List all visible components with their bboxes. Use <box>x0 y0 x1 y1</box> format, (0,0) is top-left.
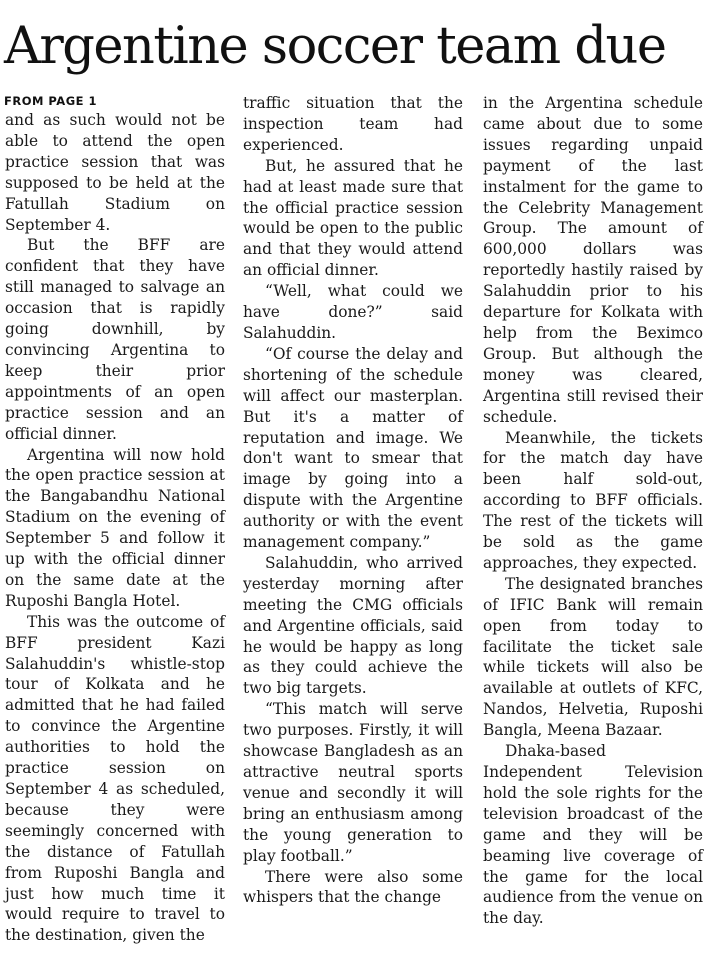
paragraph: This was the outcome of BFF president Kazi Salahuddin's whistle-stop tour of Kolkata and he admitted that he had failed to convince the Argentine authorities to hold the practice session on September 4 as scheduled, because they were seemingly concerned with the distance of Fatullah from Ruposhi Bangla and just how much time it would require to travel to the destination, given the <box>5 612 225 945</box>
headline: Argentine soccer team due <box>4 17 666 76</box>
paragraph: Salahuddin, who arrived yesterday morning after meeting the CMG officials and Argentine officials, said he would be happy as long as they could achieve the two big targets. <box>243 553 463 698</box>
paragraph: and as such would not be able to attend the open practice session that was supposed to be held at the Fatullah Stadium on September 4. <box>5 111 225 234</box>
from-page-label: FROM PAGE 1 <box>4 94 98 108</box>
paragraph: Meanwhile, the tickets for the match day have been half sold-out, according to BFF officials. The rest of the tickets will be sold as the game approaches, they expected. <box>483 428 703 572</box>
paragraph: “This match will serve two purposes. Firstly, it will showcase Bangladesh as an attractive neutral sports venue and secondly it will bring an enthusiasm among the young generation to play football.” <box>243 700 463 865</box>
paragraph: Dhaka-based Independent Television hold the sole rights for the television broadcast of the game and they will be beaming live coverage of the game for the local audience from the venue on the day. <box>483 742 703 928</box>
paragraph: traffic situation that the inspection team had experienced. <box>243 94 463 154</box>
paragraph: Argentina will now hold the open practice session at the Bangabandhu National Stadium on the evening of September 5 and follow it up with the official dinner on the same date at the Ruposhi Bangla Hotel. <box>5 445 225 610</box>
article-column-2 <box>243 93 463 908</box>
paragraph: in the Argentina schedule came about due to some issues regarding unpaid payment of the last instalment for the game to the Celebrity Management Group. The amount of 600,000 dollars was reportedly hastily raised by Salahuddin prior to his departure for Kolkata with help from the Beximco Group. But although the money was cleared, Argentina still revised their schedule. <box>483 94 703 426</box>
paragraph: But the BFF are confident that they have still managed to salvage an occasion that is rapidly going downhill, by convincing Argentina to keep their prior appointments of an open practice session and an official dinner. <box>5 236 225 443</box>
paragraph: “Well, what could we have done?” said Salahuddin. <box>243 282 463 342</box>
paragraph: The designated branches of IFIC Bank will remain open from today to facilitate the ticket sale while tickets will also be available at outlets of KFC, Nandos, Helvetia, Ruposhi Bangla, Meena Bazaar. <box>483 574 703 740</box>
article-column-1 <box>5 110 225 946</box>
paragraph: There were also some whispers that the change <box>243 867 463 907</box>
article-column-3 <box>483 93 703 929</box>
paragraph: “Of course the delay and shortening of the schedule will affect our masterplan. But it's a matter of reputation and image. We don't want to smear that image by going into a dispute with the Argentine authority or with the event management company.” <box>243 344 463 552</box>
paragraph: But, he assured that he had at least made sure that the official practice session would be open to the public and that they would attend an official dinner. <box>243 156 463 280</box>
